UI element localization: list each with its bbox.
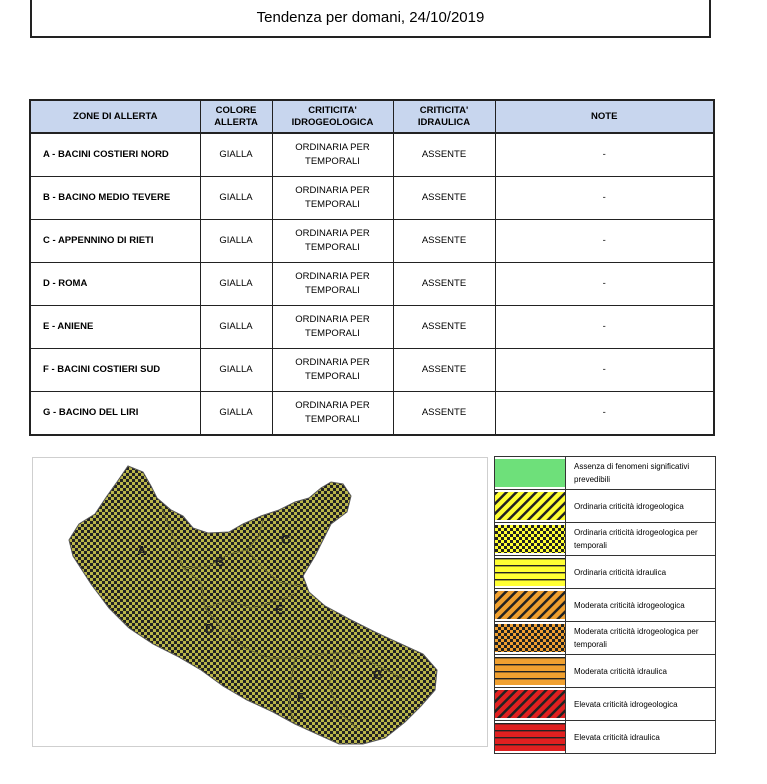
- zone-cell: D - ROMA: [30, 263, 200, 306]
- idraulica-cell: ASSENTE: [393, 392, 495, 436]
- note-cell: -: [495, 306, 714, 349]
- legend-item: [495, 622, 716, 655]
- map-zone-label-g: G: [373, 667, 384, 682]
- legend-swatch: [495, 655, 566, 688]
- table-row: [30, 220, 714, 263]
- column-header-note: NOTE: [495, 100, 714, 133]
- legend-item: [495, 655, 716, 688]
- idraulica-cell: ASSENTE: [393, 349, 495, 392]
- zone-cell: A - BACINI COSTIERI NORD: [30, 133, 200, 177]
- legend-label: Ordinaria criticità idrogeologica: [566, 490, 716, 523]
- legend-label: Ordinaria criticità idraulica: [566, 556, 716, 589]
- legend-swatch-diagonal: [495, 690, 565, 718]
- idrogeologica-cell: ORDINARIA PER TEMPORALI: [272, 306, 393, 349]
- table-row: [30, 263, 714, 306]
- colore-cell: GIALLA: [200, 177, 272, 220]
- alert-zones-map: [32, 457, 488, 747]
- table-row: [30, 392, 714, 436]
- map-zone-label-f: F: [297, 690, 305, 705]
- column-header-colore: COLORE ALLERTA: [200, 100, 272, 133]
- idrogeologica-cell: ORDINARIA PER TEMPORALI: [272, 220, 393, 263]
- colore-cell: GIALLA: [200, 133, 272, 177]
- legend-swatch-checker: [495, 624, 565, 652]
- legend-table: [494, 456, 716, 754]
- colore-cell: GIALLA: [200, 263, 272, 306]
- table-row: [30, 349, 714, 392]
- note-cell: -: [495, 220, 714, 263]
- legend-swatch-horizontal: [495, 558, 565, 586]
- legend-swatch: [495, 490, 566, 523]
- idrogeologica-cell: ORDINARIA PER TEMPORALI: [272, 263, 393, 306]
- idraulica-cell: ASSENTE: [393, 220, 495, 263]
- zone-cell: B - BACINO MEDIO TEVERE: [30, 177, 200, 220]
- lazio-map-svg: [33, 458, 489, 748]
- legend-item: [495, 688, 716, 721]
- zone-cell: C - APPENNINO DI RIETI: [30, 220, 200, 263]
- legend-swatch-horizontal: [495, 723, 565, 751]
- legend-label: Assenza di fenomeni significativi prevedibili: [566, 457, 716, 490]
- note-cell: -: [495, 263, 714, 306]
- page-title-box: [30, 0, 711, 38]
- zone-cell: G - BACINO DEL LIRI: [30, 392, 200, 436]
- idraulica-cell: ASSENTE: [393, 177, 495, 220]
- map-zone-label-e: E: [275, 602, 284, 617]
- legend-item: [495, 457, 716, 490]
- legend-label: Moderata criticità idrogeologica per temporali: [566, 622, 716, 655]
- idrogeologica-cell: ORDINARIA PER TEMPORALI: [272, 349, 393, 392]
- map-zone-label-a: A: [137, 543, 147, 558]
- idraulica-cell: ASSENTE: [393, 306, 495, 349]
- legend-label: Elevata criticità idrogeologica: [566, 688, 716, 721]
- legend-swatch-horizontal: [495, 657, 565, 685]
- legend-label: Moderata criticità idraulica: [566, 655, 716, 688]
- legend-swatch: [495, 589, 566, 622]
- note-cell: -: [495, 349, 714, 392]
- note-cell: -: [495, 133, 714, 177]
- column-header-idraulica: CRITICITA' IDRAULICA: [393, 100, 495, 133]
- table-header-row: [30, 100, 714, 133]
- legend-swatch: [495, 721, 566, 754]
- legend-item: [495, 721, 716, 754]
- column-header-zone: ZONE DI ALLERTA: [30, 100, 200, 133]
- colore-cell: GIALLA: [200, 220, 272, 263]
- legend-swatch-diagonal: [495, 591, 565, 619]
- column-header-idrogeologica: CRITICITA' IDROGEOLOGICA: [272, 100, 393, 133]
- idraulica-cell: ASSENTE: [393, 263, 495, 306]
- legend-item: [495, 523, 716, 556]
- map-zone-label-d: D: [205, 621, 215, 636]
- alert-zones-table: [29, 99, 715, 436]
- table-row: [30, 177, 714, 220]
- legend-swatch-checker: [495, 525, 565, 553]
- legend-label: Ordinaria criticità idrogeologica per temporali: [566, 523, 716, 556]
- legend-label: Moderata criticità idrogeologica: [566, 589, 716, 622]
- colore-cell: GIALLA: [200, 349, 272, 392]
- idraulica-cell: ASSENTE: [393, 133, 495, 177]
- zone-cell: F - BACINI COSTIERI SUD: [30, 349, 200, 392]
- legend-item: [495, 556, 716, 589]
- page-title: Tendenza per domani, 24/10/2019: [256, 8, 485, 26]
- legend-swatch-diagonal: [495, 492, 565, 520]
- legend-swatch: [495, 688, 566, 721]
- zone-cell: E - ANIENE: [30, 306, 200, 349]
- idrogeologica-cell: ORDINARIA PER TEMPORALI: [272, 133, 393, 177]
- idrogeologica-cell: ORDINARIA PER TEMPORALI: [272, 392, 393, 436]
- note-cell: -: [495, 392, 714, 436]
- idrogeologica-cell: ORDINARIA PER TEMPORALI: [272, 177, 393, 220]
- table-row: [30, 306, 714, 349]
- legend-item: [495, 589, 716, 622]
- lazio-region-shape: [69, 466, 437, 744]
- legend-swatch: [495, 556, 566, 589]
- note-cell: -: [495, 177, 714, 220]
- colore-cell: GIALLA: [200, 392, 272, 436]
- map-zone-label-b: B: [215, 554, 225, 569]
- legend-swatch: [495, 622, 566, 655]
- table-row: [30, 133, 714, 177]
- legend-label: Elevata criticità idraulica: [566, 721, 716, 754]
- map-zone-label-c: C: [281, 532, 291, 547]
- legend-swatch: [495, 457, 566, 490]
- colore-cell: GIALLA: [200, 306, 272, 349]
- legend-swatch: [495, 523, 566, 556]
- legend-swatch-solid: [495, 459, 565, 487]
- legend-item: [495, 490, 716, 523]
